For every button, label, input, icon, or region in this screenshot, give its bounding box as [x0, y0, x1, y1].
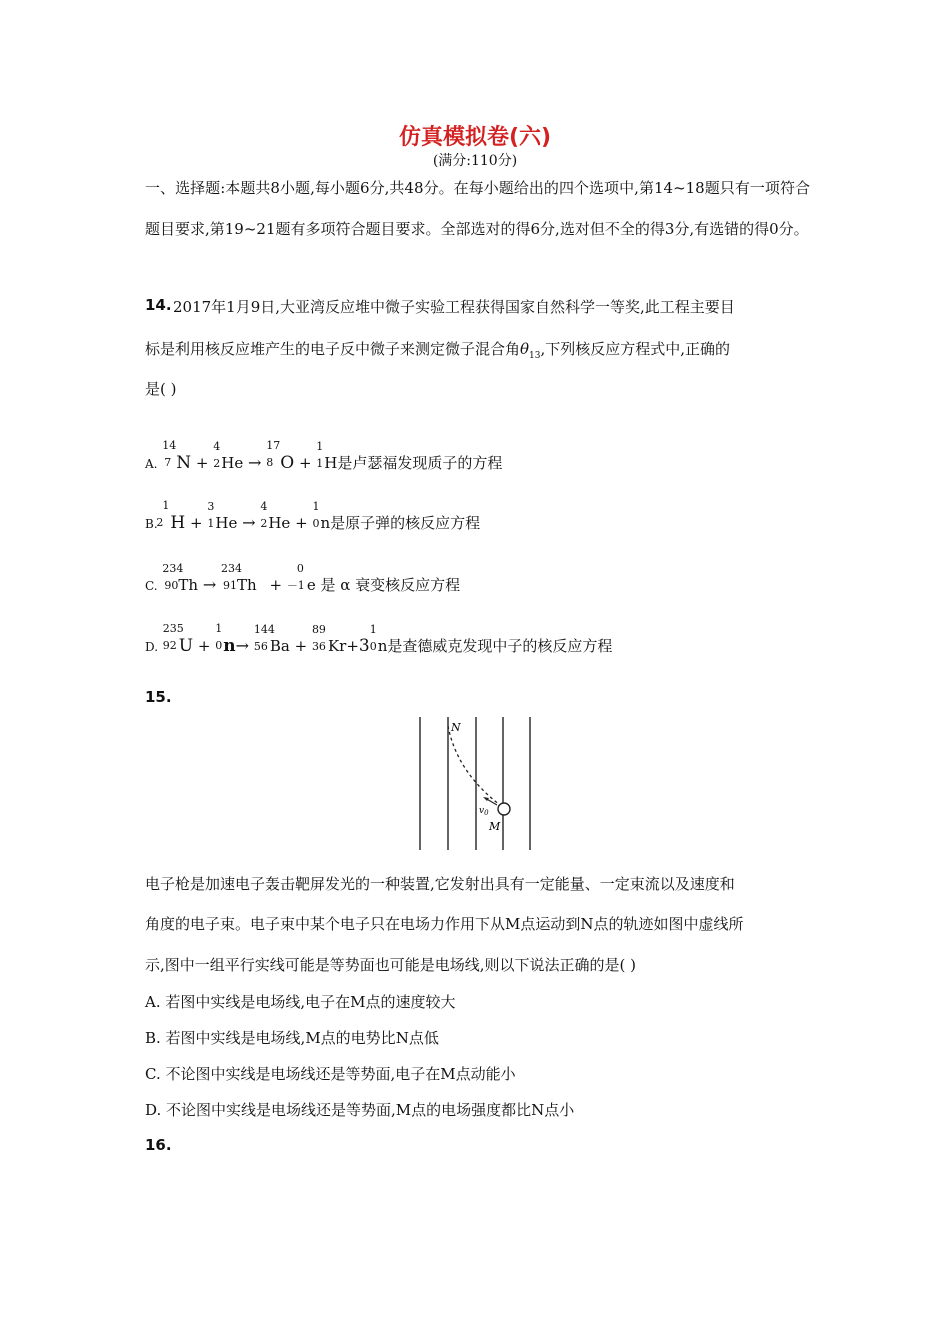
label-n: N: [451, 721, 461, 734]
section-instructions: 一、选择题:本题共8小题,每小题6分,共48分。在每小题给出的四个选项中,第14~18题只有一项符合题目要求,第19~21题有多项符合题目要求。全部选对的得6分,选对但不全的得3分,有选错的得0分。: [145, 179, 810, 238]
question-15-option-c[interactable]: C. 不论图中实线是电场线还是等势面,电子在M点动能小: [145, 1065, 516, 1083]
question-16-number: 16.: [145, 1136, 172, 1154]
question-14-stem-line2: 标是利用核反应堆产生的电子反中微子来测定微子混合角$\theta_{13}$,下列核反应方程式中,正确的: [145, 340, 731, 361]
question-14-option-d[interactable]: D. 235 92 U + 1 0 n→ 144 56 Ba + 89 36 Kr+3 1 0 n是查德威克发现中子的核反应方程: [145, 622, 613, 656]
electron-marker: [498, 803, 510, 815]
question-14-number: 14.: [145, 296, 172, 314]
question-14-stem-line3: 是( ): [145, 380, 177, 398]
question-15-option-a[interactable]: A. 若图中实线是电场线,电子在M点的速度较大: [145, 993, 456, 1011]
question-14-stem-line1: 2017年1月9日,大亚湾反应堆中微子实验工程获得国家自然科学一等奖,此工程主要目: [173, 298, 735, 316]
question-15-option-b[interactable]: B. 若图中实线是电场线,M点的电势比N点低: [145, 1029, 439, 1047]
label-m: M: [489, 820, 501, 833]
label-v0: $v_0$: [479, 806, 489, 817]
question-15-option-d[interactable]: D. 不论图中实线是电场线还是等势面,M点的电场强度都比N点小: [145, 1101, 575, 1119]
question-15-stem-line1: 电子枪是加速电子轰击靶屏发光的一种装置,它发射出具有一定能量、一定束流以及速度和: [145, 875, 735, 893]
score-note: (满分:110分): [432, 153, 518, 169]
question-14-option-b[interactable]: B. 1 2 H + 3 1 He → 4 2 He + 1 0 n是原子弹的核反应方程: [145, 499, 481, 533]
question-14-option-c[interactable]: C. 234 90 Th → 234 91 Th + 0 －1 e 是 α 衰变核反应方程: [145, 562, 461, 594]
electron-trajectory: [448, 726, 500, 805]
question-15-stem-line3: 示,图中一组平行实线可能是等势面也可能是电场线,则以下说法正确的是( ): [145, 956, 637, 974]
question-15-stem-line2: 角度的电子束。电子束中某个电子只在电场力作用下从M点运动到N点的轨迹如图中虚线所: [145, 915, 744, 933]
electric-field-figure: [405, 712, 545, 852]
page-title: 仿真模拟卷(六): [398, 125, 552, 150]
question-15-number: 15.: [145, 688, 172, 706]
question-14-option-a[interactable]: A. 14 7 N + 4 2 He → 17 8 O + 1 1 H是卢瑟福发现质子的方程: [145, 439, 503, 473]
